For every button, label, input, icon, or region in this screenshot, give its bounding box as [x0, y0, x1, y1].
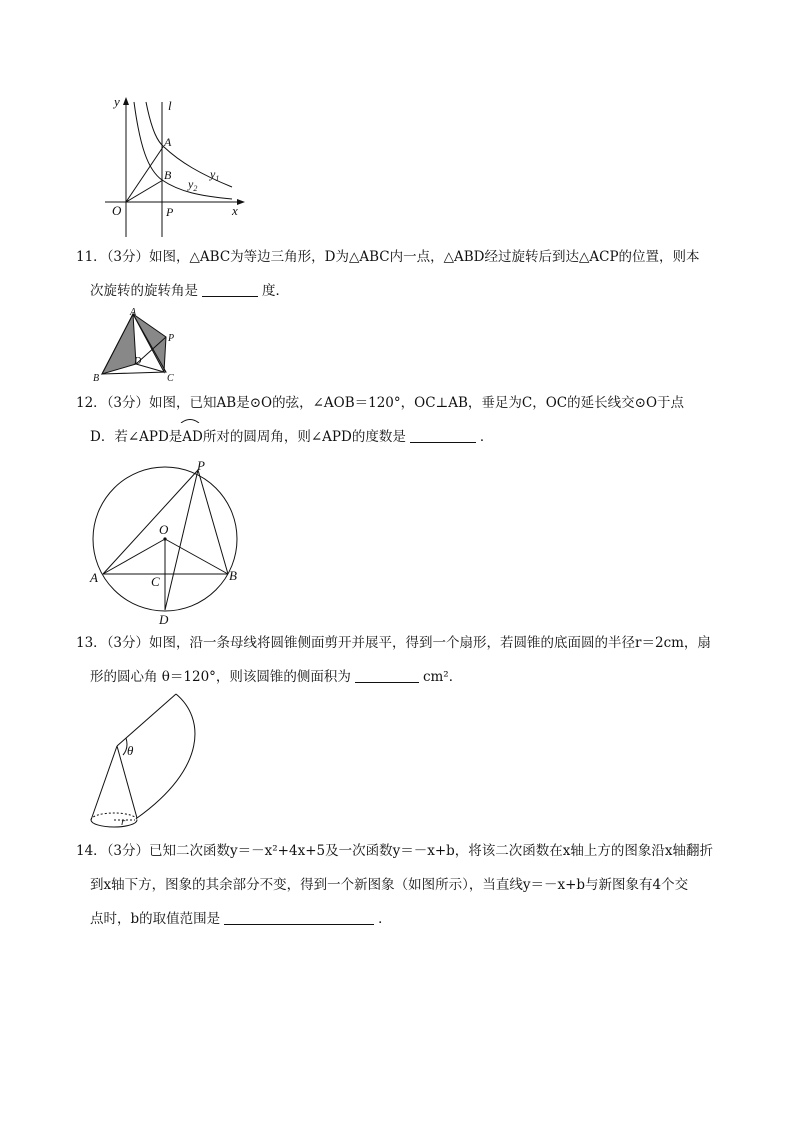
q13-answer-blank[interactable]: [355, 668, 419, 683]
q11-line1: [76, 240, 726, 274]
curve-y2: [134, 102, 232, 199]
label-D: D: [134, 356, 142, 367]
question-11: [76, 240, 726, 308]
label-A: A: [90, 570, 98, 585]
label-A: A: [130, 307, 137, 318]
q14-text1: 已知二次函数y＝－x²+4x+5及一次函数y＝－x+b，将该二次函数在x轴上方的图象沿x轴翻折: [149, 843, 714, 859]
q12-text1: 如图，已知AB是⊙O的弦，∠AOB＝120°，OC⊥AB，垂足为C，OC的延长线交⊙O于点: [149, 395, 685, 411]
label-P: P: [168, 333, 175, 344]
q13-unit: cm²．: [422, 669, 463, 685]
label-B: B: [229, 568, 237, 583]
q13-text1: 如图，沿一条母线将圆锥侧面剪开并展平，得到一个扇形，若圆锥的底面圆的半径r＝2cm，扇: [149, 635, 711, 651]
question-14: [76, 834, 726, 936]
y-axis-arrow: [123, 97, 129, 105]
label-r: r: [121, 816, 126, 828]
q11-score: （3分）: [106, 249, 150, 265]
question-12: [76, 386, 726, 454]
label-l: l: [168, 98, 172, 113]
segment-OA: [126, 147, 163, 202]
label-P: P: [197, 458, 205, 473]
label-y-axis: y: [114, 94, 120, 109]
sector-arc: [137, 694, 195, 818]
segment-PD: [165, 470, 198, 610]
label-B: B: [164, 168, 172, 182]
q13-number: 13．: [76, 635, 107, 651]
label-B: B: [93, 373, 100, 384]
label-y1: $y_1$: [210, 167, 220, 183]
q12-end: ．: [479, 429, 494, 445]
q11-line2: [76, 274, 726, 308]
cone-base-back: [91, 813, 137, 820]
q12-line2: [76, 420, 726, 454]
segment-OB: [126, 180, 163, 202]
label-C: C: [167, 373, 174, 384]
q11-unit: 度．: [262, 283, 289, 299]
q11-answer-blank[interactable]: [202, 282, 258, 297]
q13-figure: [85, 688, 205, 836]
question-13: [76, 626, 726, 694]
label-theta: θ: [127, 743, 134, 758]
q12-text2b: 所对的圆周角，则∠APD的度数是: [202, 429, 406, 445]
q14-end: ．: [378, 911, 392, 927]
label-O: O: [112, 203, 122, 218]
q14-number: 14．: [76, 843, 107, 859]
q13-score: （3分）: [106, 635, 150, 651]
q14-line1: [76, 834, 726, 868]
q14-answer-blank[interactable]: [224, 910, 374, 925]
x-axis-arrow: [237, 199, 245, 205]
q14-score: （3分）: [106, 843, 150, 859]
q12-answer-blank[interactable]: [410, 428, 476, 443]
q14-text3: 点时，b的取值范围是: [90, 911, 221, 927]
arc-symbol: [180, 417, 200, 423]
q12-text2a: D．若∠APD是: [90, 429, 183, 445]
q14-line3: [76, 902, 726, 936]
q11-figure: [90, 306, 190, 386]
segment-OA: [103, 539, 165, 574]
q14-text2: 到x轴下方，图象的其余部分不变，得到一个新图象（如图所示），当直线y＝－x+b与新图象有4个交: [90, 877, 689, 893]
center-point-O: [163, 537, 166, 540]
q11-number: 11．: [76, 249, 107, 265]
q12-score: （3分）: [106, 395, 150, 411]
q12-figure: [85, 458, 255, 628]
q14-line2: [76, 868, 726, 902]
cone-edge-left: [91, 746, 117, 820]
label-O: O: [159, 522, 169, 537]
label-P: P: [166, 205, 174, 219]
q12-line1: [76, 386, 726, 420]
q12-number: 12．: [76, 395, 107, 411]
q10-figure: [100, 92, 260, 242]
q11-text1: 如图，△ABC为等边三角形，D为△ABC内一点，△ABD经过旋转后到达△ACP的位置，则本: [149, 249, 700, 265]
q12-arc-AD: AD: [182, 420, 203, 454]
q13-line1: [76, 626, 726, 660]
cone-base-front: [91, 820, 137, 827]
q13-text2: 形的圆心角 θ＝120°，则该圆锥的侧面积为: [90, 669, 351, 685]
label-y2: $y_2$: [188, 177, 198, 193]
label-x-axis: x: [232, 203, 238, 218]
q11-text2: 次旋转的旋转角是: [90, 283, 198, 299]
label-C: C: [151, 574, 160, 589]
label-D: D: [159, 612, 169, 627]
label-A: A: [164, 135, 172, 149]
